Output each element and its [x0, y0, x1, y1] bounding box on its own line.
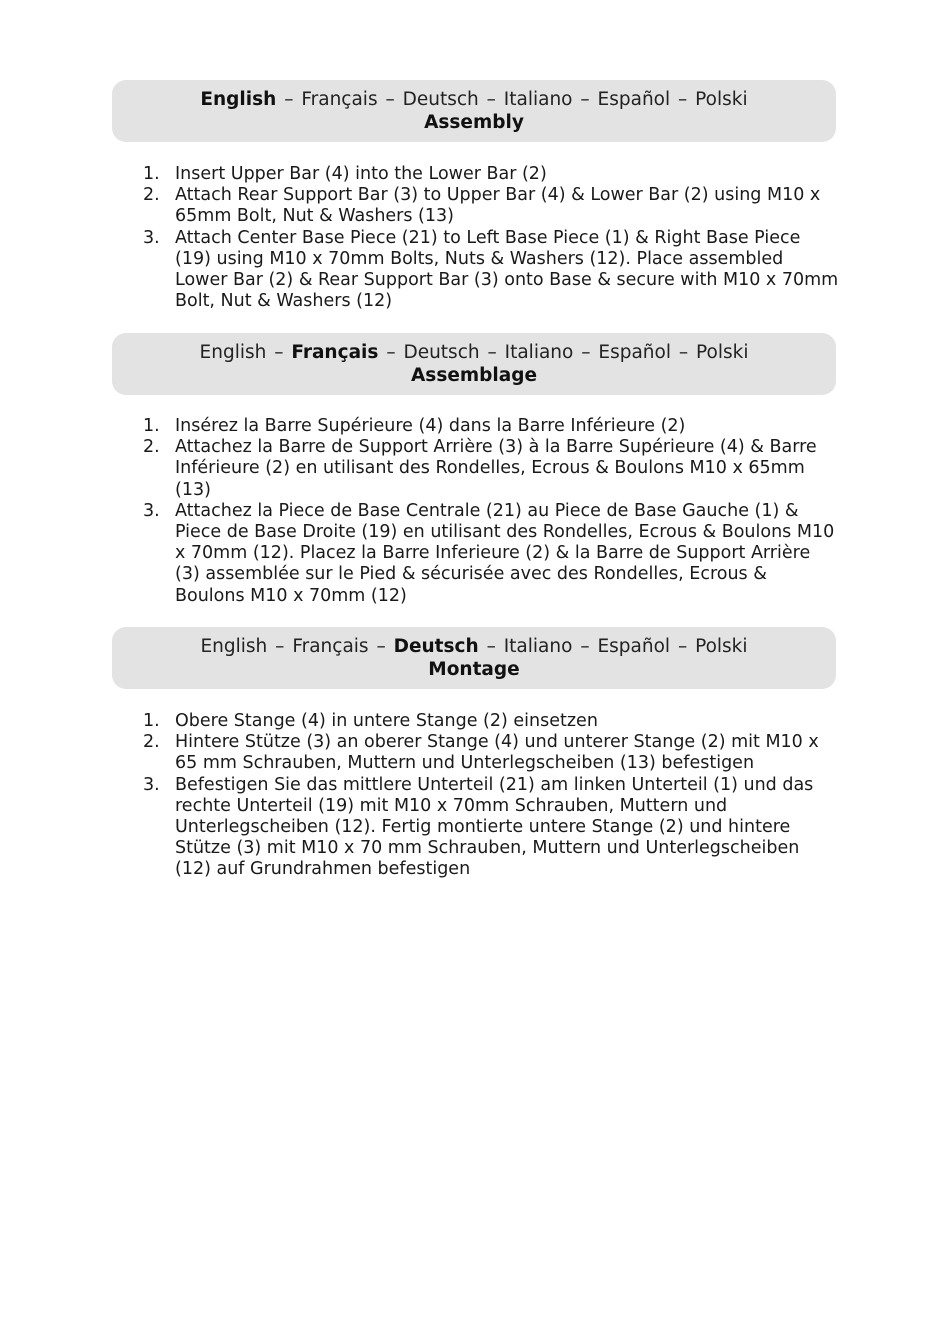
step-item: [0, 416, 950, 437]
lang-espanol: Español: [597, 636, 671, 657]
step-text: Hintere Stütze (3) an oberer Stange (4) und unterer Stange (2) mit M10 x 65 mm Schrauben, Muttern und Unterlegscheiben (13) befestigen: [175, 732, 819, 774]
lang-deutsch: Deutsch: [393, 636, 479, 657]
section-title: Assembly: [424, 112, 524, 133]
section-title: Assemblage: [410, 365, 538, 386]
step-text: Attachez la Barre de Support Arrière (3) à la Barre Supérieure (4) & Barre Inférieure (2) en utilisant des Rondelles, Ecrous & Boulons M10 x 65mm (13): [175, 437, 817, 500]
separator: –: [678, 89, 688, 110]
lang-deutsch: Deutsch: [402, 89, 479, 110]
step-item: [0, 775, 950, 881]
step-number: 1.: [143, 164, 160, 184]
step-text: Insérez la Barre Supérieure (4) dans la Barre Inférieure (2): [175, 416, 686, 436]
separator: –: [486, 89, 496, 110]
language-bar: [112, 341, 836, 364]
separator: –: [487, 342, 497, 363]
lang-deutsch: Deutsch: [403, 342, 480, 363]
step-item: [0, 732, 950, 774]
step-item: [0, 185, 950, 227]
lang-italiano: Italiano: [504, 342, 574, 363]
step-number: 3.: [143, 227, 160, 248]
step-item: [0, 711, 950, 732]
step-text: Befestigen Sie das mittlere Unterteil (21) am linken Unterteil (1) und das rechte Unterteil (19) mit M10 x 70mm Schrauben, Muttern und Unterlegscheiben (12). Fertig montierte untere Stange (2) und hintere Stütze (3) mit M10 x 70 mm Schrauben, Muttern und Unterlegscheiben (12) auf Grundrahmen befestigen: [175, 774, 814, 880]
step-item: [0, 437, 950, 501]
step-number: 2.: [143, 437, 160, 458]
language-bar: [112, 635, 836, 658]
separator: –: [385, 89, 395, 110]
lang-english: English: [199, 342, 267, 363]
separator: –: [386, 342, 396, 363]
section-header-francais: [112, 333, 836, 395]
steps-list-deutsch: [0, 711, 950, 881]
step-text: Attachez la Piece de Base Centrale (21) au Piece de Base Gauche (1) & Piece de Base Droite (19) en utilisant des Rondelles, Ecrous & Boulons M10 x 70mm (12). Placez la Barre Inferieure (2) & la Barre de Support Arrière (3) assemblée sur le Pied & sécurisée avec des Rondelles, Ecrous & Boulons M10 x 70mm (12): [175, 500, 835, 606]
separator: –: [284, 89, 294, 110]
step-item: [0, 228, 950, 313]
step-number: 3.: [143, 500, 160, 521]
steps-list-francais: [0, 416, 950, 607]
lang-polski: Polski: [695, 636, 748, 657]
separator: –: [677, 636, 688, 657]
section-header-english: [112, 80, 836, 142]
step-item: [0, 501, 950, 607]
separator: –: [275, 636, 285, 657]
lang-polski: Polski: [696, 342, 749, 363]
step-text: Attach Rear Support Bar (3) to Upper Bar (4) & Lower Bar (2) using M10 x 65mm Bolt, Nut & Washers (13): [175, 185, 821, 227]
lang-italiano: Italiano: [503, 89, 573, 110]
lang-francais: Français: [291, 342, 379, 363]
step-text: Attach Center Base Piece (21) to Left Base Piece (1) & Right Base Piece (19) using M10 x 70mm Bolts, Nuts & Washers (12). Place assembled Lower Bar (2) & Rear Support Bar (3) onto Base & secure with M10 x 70mm Bolt, Nut & Washers (12): [175, 227, 839, 312]
step-number: 2.: [143, 185, 160, 206]
lang-polski: Polski: [695, 89, 748, 110]
step-number: 1.: [143, 416, 160, 436]
section-title: Montage: [428, 659, 520, 680]
lang-francais: Français: [301, 89, 378, 110]
separator: –: [376, 636, 386, 657]
step-number: 3.: [143, 774, 160, 795]
step-number: 1.: [143, 711, 160, 731]
section-header-deutsch: [112, 627, 836, 689]
steps-list-english: [0, 164, 950, 312]
lang-english: English: [200, 89, 277, 110]
step-text: Obere Stange (4) in untere Stange (2) einsetzen: [175, 711, 598, 731]
separator: –: [581, 342, 591, 363]
separator: –: [274, 342, 284, 363]
separator: –: [486, 636, 496, 657]
lang-english: English: [200, 636, 268, 657]
lang-espanol: Español: [597, 89, 671, 110]
step-item: [0, 164, 950, 185]
lang-italiano: Italiano: [503, 636, 573, 657]
step-number: 2.: [143, 732, 160, 753]
separator: –: [580, 636, 590, 657]
language-bar: [112, 88, 836, 111]
step-text: Insert Upper Bar (4) into the Lower Bar (2): [175, 164, 547, 184]
lang-espanol: Español: [598, 342, 671, 363]
separator: –: [580, 89, 590, 110]
lang-francais: Français: [292, 636, 369, 657]
separator: –: [678, 342, 689, 363]
